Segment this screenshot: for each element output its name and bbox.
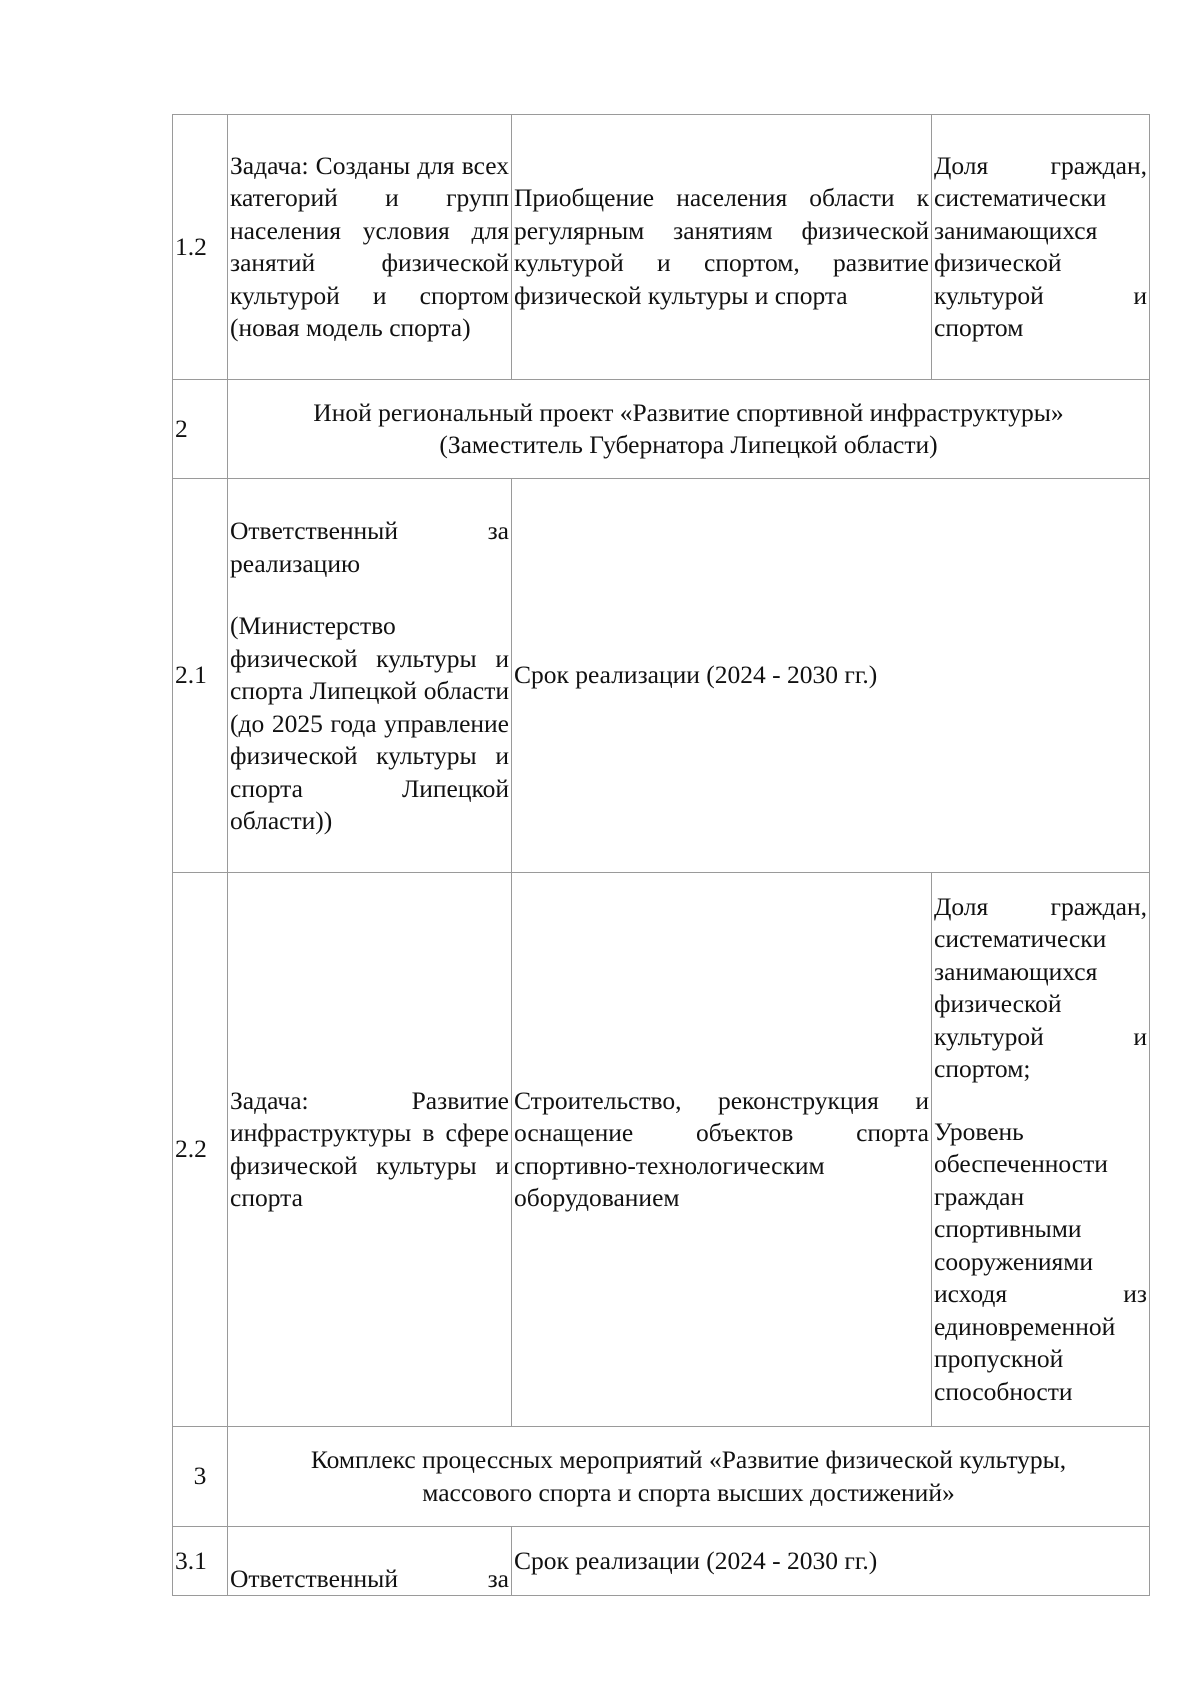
task-cell: Задача: Развитие инфраструктуры в сфере физической культуры и спорта (228, 873, 512, 1427)
section-title-line: массового спорта и спорта высших достижений» (422, 1477, 955, 1507)
row-number: 3 (173, 1427, 228, 1527)
spacer (230, 580, 509, 610)
indicator-item: Уровень обеспеченности граждан спортивными сооружениями исходя из единовременной пропускной способности (934, 1116, 1147, 1406)
row-number: 2 (173, 380, 228, 479)
section-title-cell (228, 380, 1150, 479)
task-cell: Задача: Созданы для всех категорий и групп населения условия для занятий физической культурой и спортом (новая модель спорта) (228, 115, 512, 380)
table-row (173, 380, 1150, 479)
row-number: 3.1 (173, 1527, 228, 1596)
table-row (173, 873, 1150, 1427)
table-row (173, 1427, 1150, 1527)
row-number: 2.1 (173, 479, 228, 873)
program-structure-table (172, 114, 1150, 1596)
indicator-cell (932, 873, 1150, 1427)
indicator-item: Доля граждан, систематически занимающихся физической культурой и спортом; (934, 891, 1147, 1084)
responsible-cell (228, 479, 512, 873)
table-row (173, 1527, 1150, 1596)
indicator-cell: Доля граждан, систематически занимающихся физической культурой и спортом (932, 115, 1150, 380)
term-cell: Срок реализации (2024 - 2030 гг.) (512, 479, 1150, 873)
row-number: 1.2 (173, 115, 228, 380)
section-title-line: Иной региональный проект «Развитие спортивной инфраструктуры» (313, 397, 1064, 427)
row-number: 2.2 (173, 873, 228, 1427)
section-title-cell (228, 1427, 1150, 1527)
spacer (934, 1086, 1147, 1116)
table-row (173, 115, 1150, 380)
table-row (173, 479, 1150, 873)
section-title-line: Комплекс процессных мероприятий «Развитие физической культуры, (310, 1445, 1067, 1474)
responsible-cell: Ответственный за (228, 1527, 512, 1596)
description-cell: Приобщение населения области к регулярным занятиям физической культурой и спортом, развитие физической культуры и спорта (512, 115, 932, 380)
responsible-organization: (Министерство физической культуры и спорта Липецкой области (до 2025 года управление физической культуры и спорта Липецкой области)) (230, 611, 509, 836)
section-subtitle-line: (Заместитель Губернатора Липецкой области) (439, 430, 938, 459)
responsible-label: Ответственный за реализацию (230, 516, 509, 578)
term-cell: Срок реализации (2024 - 2030 гг.) (512, 1527, 1150, 1596)
description-cell: Строительство, реконструкция и оснащение объектов спорта спортивно-технологическим оборудованием (512, 873, 932, 1427)
